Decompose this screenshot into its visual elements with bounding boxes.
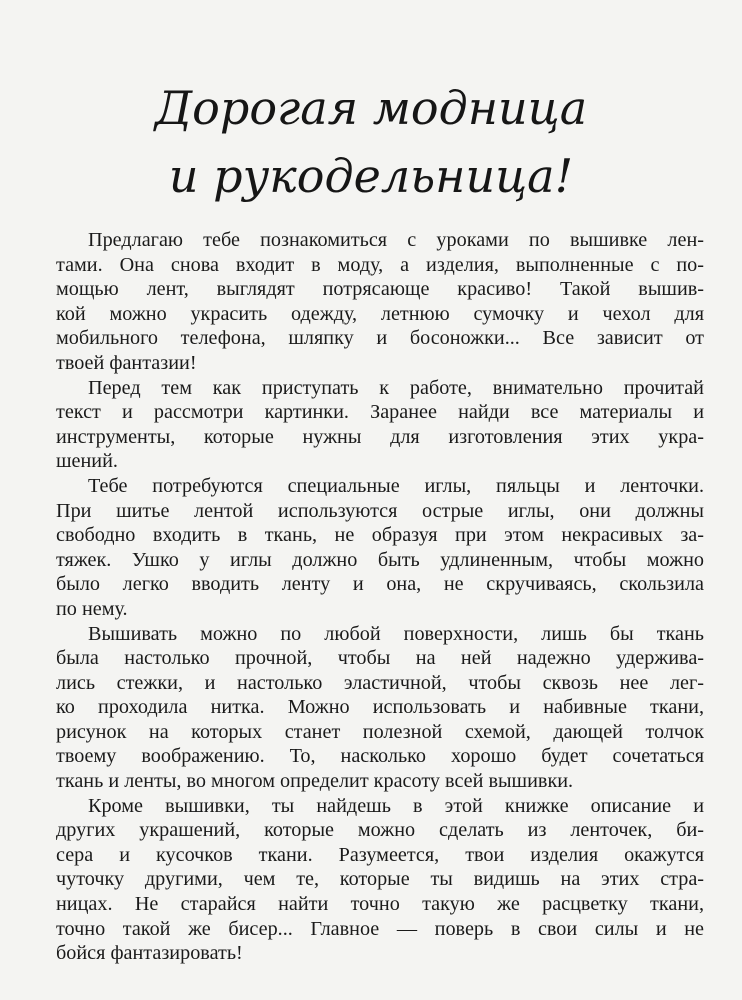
text-line: чуточку другими, чем те, которые ты видишь на этих стра- bbox=[56, 868, 704, 891]
text-line: текст и рассмотри картинки. Заранее найди все материалы и bbox=[56, 401, 704, 424]
body-text bbox=[56, 228, 704, 966]
text-line: тами. Она снова входит в моду, а изделия, выполненные с по- bbox=[56, 253, 704, 276]
text-line: мощью лент, выглядят потрясающе красиво! Такой вышив- bbox=[56, 278, 704, 301]
text-line: ткань и ленты, во многом определит красоту всей вышивки. bbox=[56, 770, 574, 793]
text-line: ко проходила нитка. Можно использовать и набивные ткани, bbox=[56, 696, 704, 719]
text-line: кой можно украсить одежду, летнюю сумочку и чехол для bbox=[56, 302, 704, 325]
paragraph-4 bbox=[56, 622, 704, 794]
text-line: Кроме вышивки, ты найдешь в этой книжке описание и bbox=[88, 794, 704, 817]
text-line: свободно входить в ткань, не образуя при этом некрасивых за- bbox=[56, 524, 704, 547]
paragraph-2 bbox=[56, 376, 704, 474]
text-line: ницах. Не старайся найти точно такую же расцветку ткани, bbox=[56, 893, 704, 916]
text-line: бойся фантазировать! bbox=[56, 942, 243, 965]
text-line: инструменты, которые нужны для изготовления этих укра- bbox=[56, 425, 704, 448]
text-line: рисунок на которых станет полезной схемой, дающей толчок bbox=[56, 720, 704, 743]
text-line: было легко вводить ленту и она, не скручиваясь, скользила bbox=[56, 573, 704, 596]
text-line: При шитье лентой используются острые иглы, они должны bbox=[56, 499, 704, 522]
paragraph-5 bbox=[56, 794, 704, 966]
paragraph-3 bbox=[56, 474, 704, 622]
text-line: сера и кусочков ткани. Разумеется, твои изделия окажутся bbox=[56, 843, 704, 866]
text-line: Тебе потребуются специальные иглы, пяльцы и ленточки. bbox=[88, 474, 704, 497]
text-line: мобильного телефона, шляпку и босоножки... Все зависит от bbox=[56, 327, 704, 350]
paragraph-1 bbox=[56, 228, 704, 376]
text-line: твоему воображению. То, насколько хорошо будет сочетаться bbox=[56, 745, 704, 768]
text-line: других украшений, которые можно сделать из ленточек, би- bbox=[56, 819, 704, 842]
text-line: лись стежки, и настолько эластичной, чтобы сквозь нее лег- bbox=[56, 671, 704, 694]
text-line: шений. bbox=[56, 450, 118, 473]
text-line: была настолько прочной, чтобы на ней надежно удержива- bbox=[56, 647, 704, 670]
title-line-2: и рукодельница! bbox=[168, 149, 574, 203]
text-line: точно такой же бисер... Главное — поверь в свои силы и не bbox=[56, 917, 704, 940]
page-title bbox=[0, 74, 742, 210]
text-line: по нему. bbox=[56, 597, 128, 620]
text-line: тяжек. Ушко у иглы должно быть удлиненным, чтобы можно bbox=[56, 548, 704, 571]
text-line: Вышивать можно по любой поверхности, лишь бы ткань bbox=[88, 622, 704, 645]
title-line-1: Дорогая модница bbox=[154, 81, 588, 135]
text-line: твоей фантазии! bbox=[56, 351, 197, 374]
text-line: Предлагаю тебе познакомиться с уроками по вышивке лен- bbox=[88, 229, 704, 251]
text-line: Перед тем как приступать к работе, внимательно прочитай bbox=[88, 376, 704, 399]
